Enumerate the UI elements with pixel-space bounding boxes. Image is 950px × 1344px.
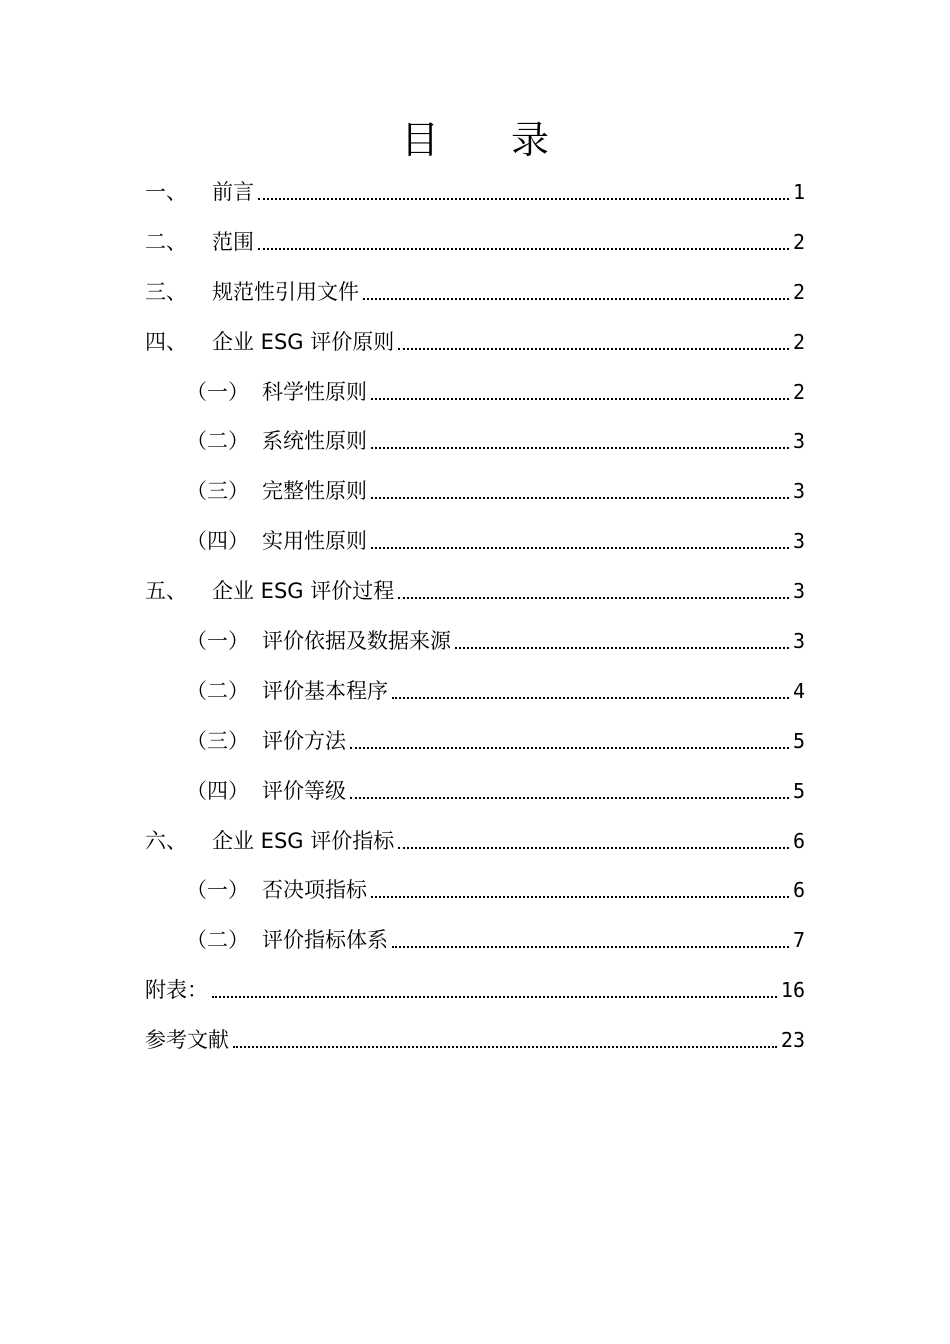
toc-entry[interactable] — [0, 414, 950, 464]
dot-leader — [371, 497, 789, 499]
toc-entry-title: 范围 — [212, 229, 254, 254]
toc-entry-title: 系统性原则 — [262, 429, 367, 454]
toc-entry[interactable] — [0, 464, 950, 514]
toc-entry-title: 实用性原则 — [262, 529, 367, 554]
toc-entry[interactable] — [0, 365, 950, 415]
dot-leader — [258, 198, 789, 200]
table-of-contents — [0, 165, 950, 1063]
toc-entry-number: （一） — [186, 629, 249, 654]
toc-entry-number: 一、 — [145, 180, 187, 204]
dot-leader — [212, 996, 777, 998]
toc-entry-number: （四） — [186, 529, 249, 554]
dot-leader — [363, 298, 789, 300]
toc-entry[interactable] — [0, 764, 950, 814]
toc-entry-number: 二、 — [145, 229, 187, 254]
toc-entry-page-number: 3 — [792, 579, 805, 604]
toc-entry[interactable] — [0, 514, 950, 564]
toc-entry-page-number: 4 — [792, 678, 805, 703]
dot-leader — [371, 547, 789, 549]
toc-entry-title: 规范性引用文件 — [212, 279, 359, 304]
dot-leader — [371, 896, 789, 898]
toc-entry-page-number: 6 — [792, 878, 805, 903]
toc-entry-page-number: 16 — [780, 978, 805, 1003]
toc-entry-page-number: 3 — [792, 479, 805, 504]
toc-entry-page-number: 3 — [792, 429, 805, 454]
dot-leader — [455, 647, 789, 649]
toc-entry[interactable] — [0, 215, 950, 265]
toc-entry[interactable] — [0, 814, 950, 864]
toc-entry-number: （一） — [186, 878, 249, 903]
toc-entry-number: 五、 — [145, 579, 187, 604]
toc-entry[interactable] — [0, 564, 950, 614]
toc-entry-page-number: 1 — [792, 180, 805, 204]
toc-entry-number: （三） — [186, 479, 249, 504]
toc-entry-page-number: 5 — [792, 728, 805, 753]
toc-entry-page-number: 2 — [792, 379, 805, 404]
toc-entry-number: （一） — [186, 379, 249, 404]
dot-leader — [371, 447, 789, 449]
toc-entry-number: （二） — [186, 928, 249, 953]
toc-entry[interactable] — [0, 913, 950, 963]
toc-entry-title: 评价依据及数据来源 — [262, 629, 451, 654]
toc-entry[interactable] — [0, 1013, 950, 1063]
toc-entry-page-number: 2 — [792, 279, 805, 304]
toc-entry-title: 评价等级 — [262, 778, 346, 803]
toc-entry[interactable] — [0, 315, 950, 365]
toc-entry[interactable] — [0, 863, 950, 913]
toc-entry-page-number: 2 — [792, 229, 805, 254]
toc-entry[interactable] — [0, 714, 950, 764]
toc-entry-page-number: 6 — [792, 828, 805, 853]
dot-leader — [371, 398, 789, 400]
page-title: 目 录 — [400, 118, 580, 162]
toc-entry-title: 评价方法 — [262, 728, 346, 753]
toc-entry[interactable] — [0, 165, 950, 215]
dot-leader — [398, 348, 789, 350]
toc-entry-title: 企业 ESG 评价原则 — [212, 329, 395, 354]
toc-entry[interactable] — [0, 614, 950, 664]
toc-entry-number: 三、 — [145, 279, 187, 304]
toc-entry-title: 完整性原则 — [262, 479, 367, 504]
toc-entry-title: 参考文献 — [145, 1028, 229, 1053]
dot-leader — [258, 248, 789, 250]
dot-leader — [398, 597, 789, 599]
toc-entry-page-number: 3 — [792, 529, 805, 554]
toc-entry-title: 评价基本程序 — [262, 678, 388, 703]
toc-entry-title: 前言 — [212, 180, 254, 204]
toc-entry[interactable] — [0, 963, 950, 1013]
dot-leader — [398, 847, 789, 849]
toc-entry[interactable] — [0, 664, 950, 714]
toc-entry-page-number: 3 — [792, 629, 805, 654]
toc-entry-number: 四、 — [145, 329, 187, 354]
toc-entry-page-number: 23 — [780, 1028, 805, 1053]
toc-entry-page-number: 7 — [792, 928, 805, 953]
dot-leader — [392, 946, 789, 948]
toc-entry-title: 附表： — [145, 978, 208, 1003]
toc-entry-number: （二） — [186, 429, 249, 454]
toc-entry-title: 评价指标体系 — [262, 928, 388, 953]
toc-entry-number: （二） — [186, 678, 249, 703]
toc-entry-title: 企业 ESG 评价过程 — [212, 579, 395, 604]
dot-leader — [392, 697, 789, 699]
toc-entry-number: 六、 — [145, 828, 187, 853]
toc-entry-number: （三） — [186, 728, 249, 753]
dot-leader — [350, 747, 789, 749]
toc-entry-title: 企业 ESG 评价指标 — [212, 828, 395, 853]
toc-entry-title: 否决项指标 — [262, 878, 367, 903]
toc-entry-title: 科学性原则 — [262, 379, 367, 404]
dot-leader — [350, 797, 789, 799]
toc-entry-number: （四） — [186, 778, 249, 803]
toc-entry-page-number: 2 — [792, 329, 805, 354]
toc-entry-page-number: 5 — [792, 778, 805, 803]
toc-entry[interactable] — [0, 265, 950, 315]
dot-leader — [233, 1046, 777, 1048]
